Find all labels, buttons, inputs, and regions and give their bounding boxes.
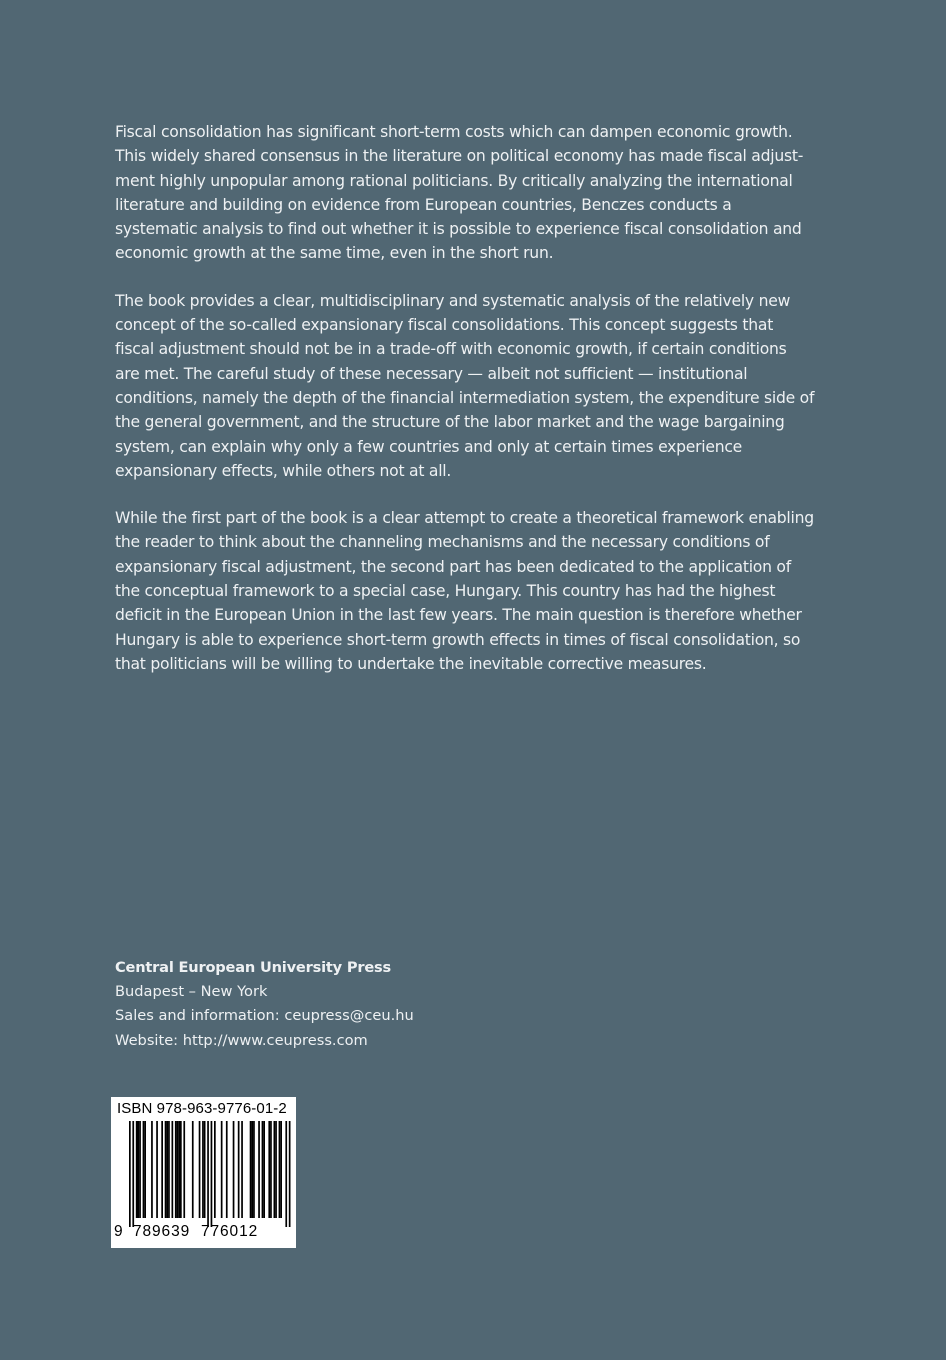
barcode-bar-11 [166,1121,168,1218]
barcode-bar-4 [139,1121,141,1218]
barcode-bar-15 [177,1121,179,1218]
barcode-bar-43 [285,1121,287,1227]
blurb-paragraph-2: The book provides a clear, multidisciplinary and systematic analysis of the relatively new concept of the so-called expansionary fiscal consolidations. This concept suggests that fiscal adjustment should not be in a trade-off with economic growth, if certain conditions are met. The careful study of these necessary — albeit not sufficient — institutional conditions, namely the depth of the financial intermediation system, the expenditure side of the general government, and the structure of the labor market and the wage bargaining system, can explain why only a few countries and only at certain times experience expansionary effects, while others not at all. [115,291,815,480]
barcode-bar-40 [275,1121,277,1218]
barcode-bar-23 [207,1121,209,1227]
barcode-bar-17 [180,1121,182,1218]
barcode-bar-26 [221,1121,223,1218]
publisher-info [115,956,615,1053]
barcode-bar-3 [138,1121,140,1218]
barcode-bar-36 [263,1121,265,1218]
barcode-bar-32 [251,1121,253,1218]
barcode-bar-6 [144,1121,146,1218]
barcode-bar-38 [270,1121,272,1218]
barcode-bar-35 [262,1121,264,1218]
barcode-bar-10 [165,1121,167,1218]
barcode-bar-8 [156,1121,158,1218]
barcode-bar-19 [192,1121,194,1218]
barcode-bar-12 [168,1121,170,1218]
barcode-bar-30 [241,1121,243,1218]
barcode-bar-18 [183,1121,185,1218]
barcode-bar-31 [250,1121,252,1218]
isbn-barcode [111,1097,296,1248]
barcode-bar-1 [132,1121,134,1227]
barcode-bar-24 [211,1121,213,1227]
barcode-bar-22 [204,1121,206,1218]
barcode-bar-13 [172,1121,174,1218]
isbn-label: ISBN 978-963-9776-01-2 [117,1100,287,1117]
barcode-bar-9 [161,1121,163,1218]
barcode-bar-7 [151,1121,153,1218]
barcode-bar-34 [258,1121,260,1218]
barcode-bar-42 [280,1121,282,1218]
publisher-cities: Budapest – New York [115,983,268,1001]
barcode-bar-0 [129,1121,131,1227]
barcode-digit-first: 9 [114,1223,123,1240]
publisher-name: Central European University Press [115,959,392,976]
barcode-bar-14 [175,1121,177,1218]
barcode-bar-44 [289,1121,291,1227]
barcode-digits-right: 776012 [201,1223,259,1240]
barcode-bar-5 [143,1121,145,1218]
barcode-bar-16 [178,1121,180,1218]
barcode-bar-2 [136,1121,138,1218]
publisher-sales-contact: Sales and information: ceupress@ceu.hu [115,1007,414,1025]
barcode-digits-left: 789639 [133,1223,191,1240]
barcode-bar-41 [279,1121,281,1218]
barcode-bar-37 [268,1121,270,1218]
back-cover-blurb [115,120,815,699]
blurb-paragraph-1: Fiscal consolidation has significant short-term costs which can dampen economic growth. This widely shared consensus in the literature on political economy has made fiscal adjust- ment highly unpopular among rational politicians. By critically analyzing the international literature and building on evidence from European countries, Benczes conducts a systematic analysis to find out whether it is possible to experience fiscal consolidation and economic growth at the same time, even in the short run. [115,123,804,263]
barcode-bar-28 [233,1121,235,1218]
barcode-bar-39 [274,1121,276,1218]
barcode-bar-20 [199,1121,201,1218]
barcode-bar-29 [238,1121,240,1218]
publisher-website: Website: http://www.ceupress.com [115,1031,368,1049]
barcode-bar-33 [253,1121,255,1218]
barcode-bar-27 [226,1121,228,1218]
blurb-paragraph-3: While the first part of the book is a clear attempt to create a theoretical framework enabling the reader to think about the channeling mechanisms and the necessary conditions of expansionary fiscal adjustment, the second part has been dedicated to the application of the conceptual framework to a special case, Hungary. This country has had the highest deficit in the European Union in the last few years. The main question is therefore whether Hungary is able to experience short-term growth effects in times of fiscal consolidation, so that politicians will be willing to undertake the inevitable corrective measures. [115,509,814,673]
barcode-bar-25 [214,1121,216,1218]
barcode-bar-21 [202,1121,204,1218]
